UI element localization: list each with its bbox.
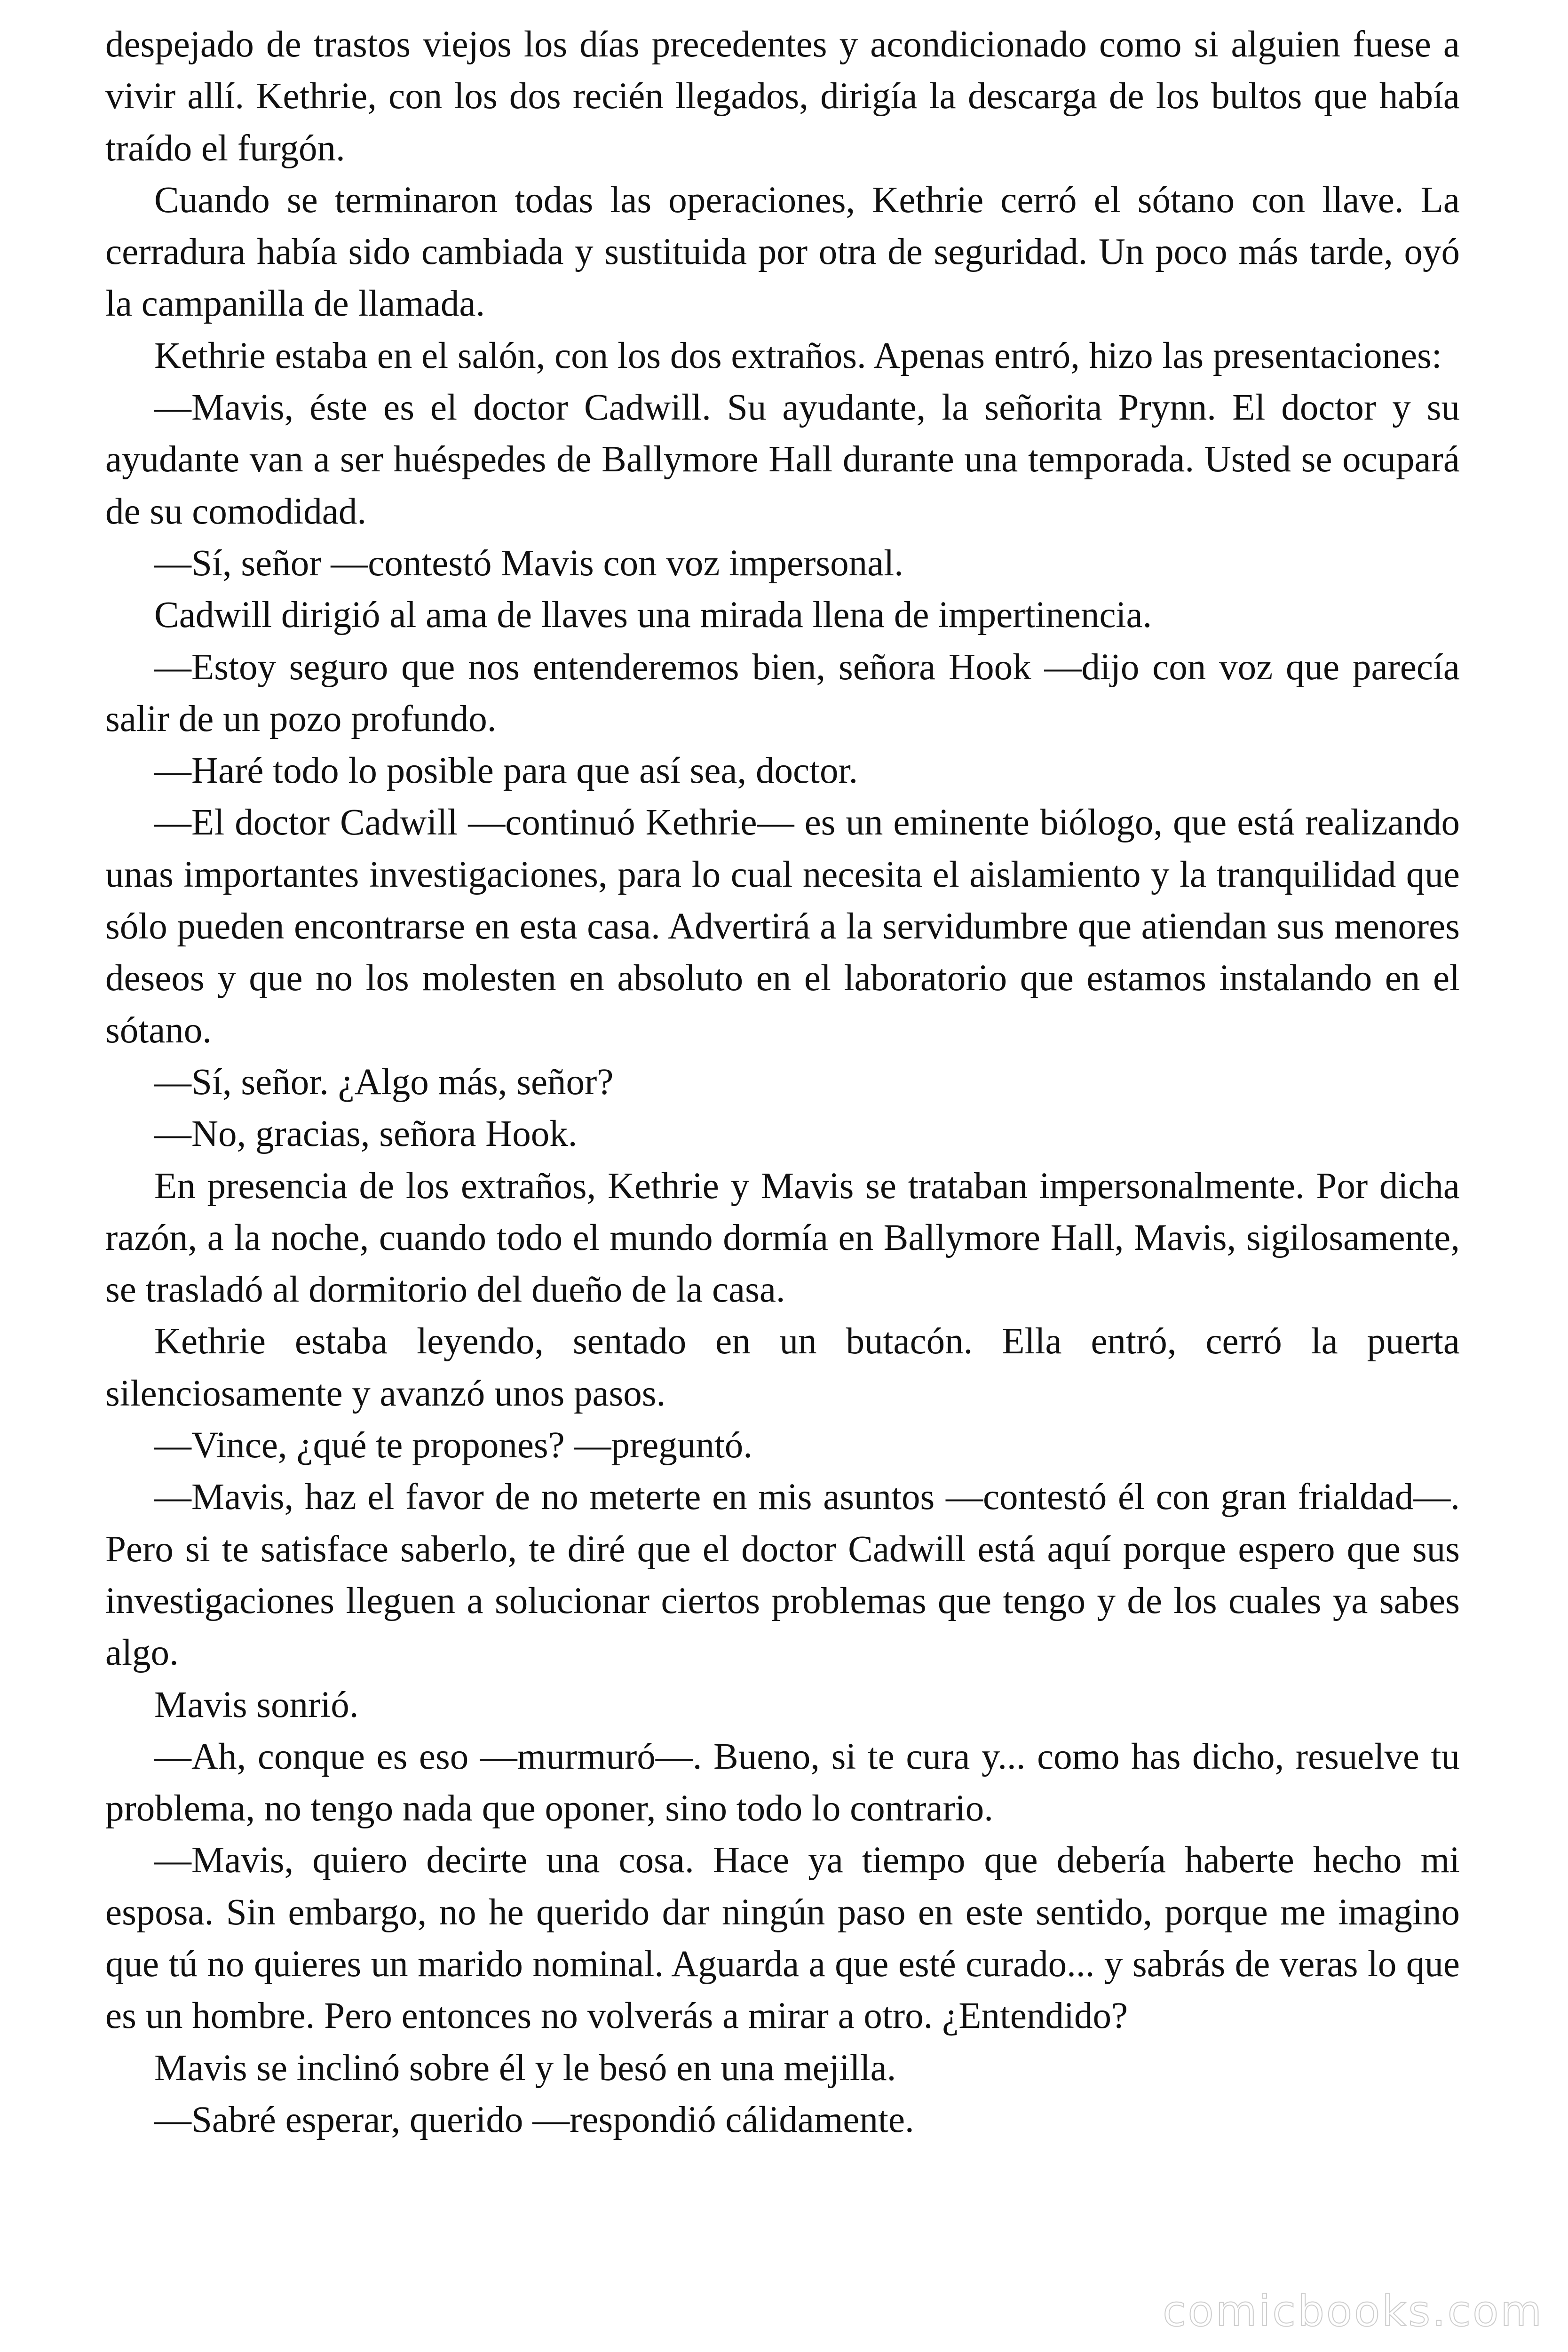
- dialogue-paragraph: —Sí, señor —contestó Mavis con voz impersonal.: [154, 542, 903, 584]
- watermark: comicbooks.com: [1163, 2287, 1544, 2336]
- dialogue-paragraph: —Vince, ¿qué te propones? —preguntó.: [154, 1425, 753, 1466]
- paragraph: Kethrie estaba leyendo, sentado en un butacón. Ella entró, cerró la puerta silenciosamente y avanzó unos pasos.: [105, 1321, 1460, 1414]
- paragraph: Cuando se terminaron todas las operaciones, Kethrie cerró el sótano con llave. La cerradura había sido cambiada y sustituida por otra de seguridad. Un poco más tarde, oyó la campanilla de llamada.: [105, 179, 1460, 325]
- paragraph: Kethrie estaba en el salón, con los dos extraños. Apenas entró, hizo las presentaciones:: [154, 335, 1442, 376]
- dialogue-paragraph: —Haré todo lo posible para que así sea, doctor.: [154, 750, 858, 792]
- dialogue-paragraph: —Mavis, quiero decirte una cosa. Hace ya tiempo que debería haberte hecho mi esposa. Sin embargo, no he querido dar ningún paso en este sentido, porque me imagino que tú no quieres un marido nominal. Aguarda a que esté curado... y sabrás de veras lo que es un hombre. Pero entonces no volverás a mirar a otro. ¿Entendido?: [105, 1840, 1460, 2037]
- dialogue-paragraph: —No, gracias, señora Hook.: [154, 1113, 578, 1155]
- dialogue-paragraph: —Mavis, haz el favor de no meterte en mis asuntos —contestó él con gran frialdad—. Pero si te satisface saberlo, te diré que el doctor Cadwill está aquí porque espero que sus investigaciones lleguen a solucionar ciertos problemas que tengo y de los cuales ya sabes algo.: [105, 1477, 1460, 1674]
- dialogue-paragraph: —Sí, señor. ¿Algo más, señor?: [154, 1061, 614, 1103]
- dialogue-paragraph: —Estoy seguro que nos entenderemos bien, señora Hook —dijo con voz que parecía salir de un pozo profundo.: [105, 646, 1460, 739]
- paragraph: Mavis sonrió.: [154, 1684, 359, 1725]
- dialogue-paragraph: —Mavis, éste es el doctor Cadwill. Su ayudante, la señorita Prynn. El doctor y su ayudante van a ser huéspedes de Ballymore Hall durante una temporada. Usted se ocupará de su comodidad.: [105, 387, 1460, 532]
- paragraph: En presencia de los extraños, Kethrie y Mavis se trataban impersonalmente. Por dicha razón, a la noche, cuando todo el mundo dormía en Ballymore Hall, Mavis, sigilosamente, se trasladó al dormitorio del dueño de la casa.: [105, 1165, 1460, 1311]
- paragraph-continued: despejado de trastos viejos los días precedentes y acondicionado como si alguien fuese a vivir allí. Kethrie, con los dos recién llegados, dirigía la descarga de los bultos que había traído el furgón.: [105, 24, 1460, 169]
- page-body: [105, 19, 1460, 2296]
- dialogue-paragraph: —Ah, conque es eso —murmuró—. Bueno, si te cura y... como has dicho, resuelve tu problema, no tengo nada que oponer, sino todo lo contrario.: [105, 1736, 1460, 1829]
- paragraph: Mavis se inclinó sobre él y le besó en una mejilla.: [154, 2047, 896, 2089]
- paragraph: Cadwill dirigió al ama de llaves una mirada llena de impertinencia.: [154, 595, 1152, 636]
- dialogue-paragraph: —El doctor Cadwill —continuó Kethrie— es un eminente biólogo, que está realizando unas importantes investigaciones, para lo cual necesita el aislamiento y la tranquilidad que sólo pueden encontrarse en esta casa. Advertirá a la servidumbre que atiendan sus menores deseos y que no los molesten en absoluto en el laboratorio que estamos instalando en el sótano.: [105, 802, 1460, 1051]
- dialogue-paragraph: —Sabré esperar, querido —respondió cálidamente.: [154, 2099, 914, 2140]
